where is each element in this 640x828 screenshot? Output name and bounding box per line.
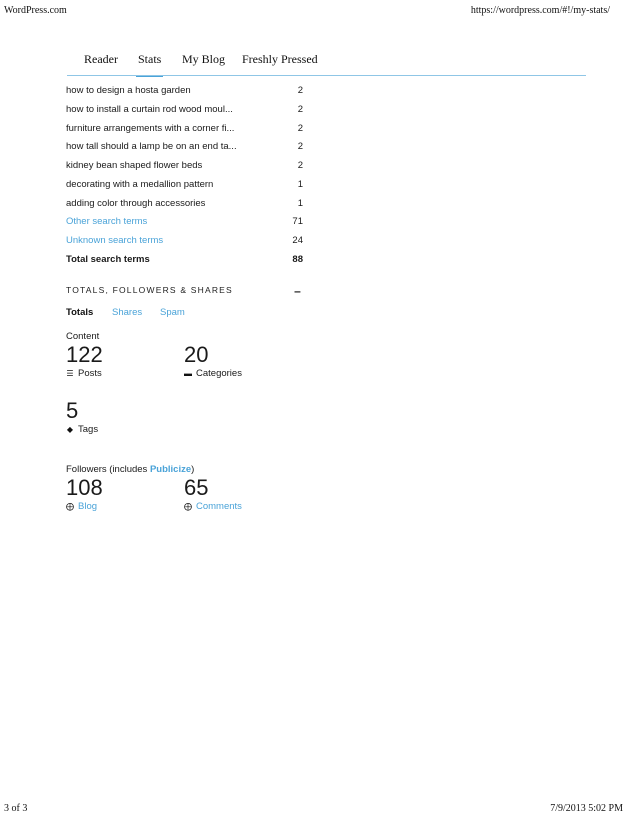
- search-term-count: 2: [297, 160, 303, 171]
- subtab-totals[interactable]: Totals: [66, 307, 94, 318]
- folder-icon: ▬: [184, 369, 192, 378]
- total-search-terms-row: [66, 251, 306, 270]
- search-term-row: [66, 120, 306, 139]
- search-term-row: [66, 138, 306, 157]
- search-term-row: [66, 82, 306, 101]
- search-term-row: [66, 101, 306, 120]
- categories-label: Categories: [196, 368, 242, 379]
- plus-circle-icon: ⨁: [66, 502, 74, 511]
- categories-stat: [184, 344, 242, 379]
- posts-icon: ☰: [66, 369, 74, 378]
- print-header-site: WordPress.com: [4, 5, 67, 16]
- blog-followers-count: 108: [66, 475, 103, 500]
- other-search-terms-link[interactable]: Other search terms: [66, 216, 148, 228]
- tags-count: 5: [66, 398, 79, 423]
- search-term-count: 1: [297, 197, 303, 209]
- search-term-label: how tall should a lamp be on an end ta...: [66, 141, 237, 153]
- print-header-url: https://wordpress.com/#!/my-stats/: [470, 5, 610, 16]
- tab-my-blog[interactable]: My Blog: [182, 52, 226, 66]
- tab-freshly-pressed[interactable]: Freshly Pressed: [242, 52, 318, 66]
- posts-label: Posts: [78, 368, 102, 379]
- tags-stat: [66, 400, 98, 435]
- other-search-terms-count: 71: [292, 216, 303, 228]
- print-footer-page: 3 of 3: [4, 803, 28, 814]
- search-term-count: 2: [297, 103, 303, 115]
- categories-count: 20: [184, 342, 209, 367]
- search-term-label: furniture arrangements with a corner fi...: [66, 122, 235, 134]
- followers-label: Followers (includes Publicize): [66, 464, 195, 475]
- print-footer-datetime: 7/9/2013 5:02 PM: [550, 803, 623, 814]
- search-term-row: [66, 195, 306, 214]
- total-search-terms-label: Total search terms: [66, 253, 150, 265]
- search-term-count: 2: [297, 85, 303, 96]
- publicize-link[interactable]: Publicize: [149, 464, 192, 475]
- comment-followers-stat: [184, 477, 242, 512]
- total-search-terms-count: 88: [292, 253, 303, 265]
- totals-section-header: [66, 284, 302, 298]
- search-term-label: how to design a hosta garden: [66, 85, 191, 96]
- nav-divider: [67, 75, 586, 76]
- blog-followers-stat: [66, 477, 103, 512]
- other-search-terms-row: [66, 213, 306, 232]
- comment-followers-link[interactable]: Comments: [196, 501, 242, 512]
- search-term-label: decorating with a medallion pattern: [66, 178, 214, 190]
- search-term-count: 2: [297, 141, 303, 153]
- unknown-search-terms-row: [66, 232, 306, 251]
- search-term-count: 2: [297, 122, 303, 134]
- main-nav-tabs: [67, 49, 586, 77]
- search-term-count: 1: [297, 178, 303, 190]
- posts-count: 122: [66, 342, 103, 367]
- totals-section-title: TOTALS, FOLLOWERS & SHARES: [66, 285, 233, 295]
- search-term-row: [66, 176, 306, 195]
- search-term-row: [66, 157, 306, 176]
- tab-stats[interactable]: Stats: [138, 52, 162, 66]
- search-term-label: adding color through accessories: [66, 197, 206, 209]
- search-terms-list: [66, 82, 306, 270]
- plus-circle-icon: ⨁: [184, 502, 192, 511]
- unknown-search-terms-count: 24: [292, 235, 303, 246]
- blog-followers-link[interactable]: Blog: [78, 501, 98, 512]
- tags-label: Tags: [78, 424, 99, 435]
- posts-stat: [66, 344, 103, 379]
- comment-followers-count: 65: [184, 475, 209, 500]
- tab-reader[interactable]: Reader: [84, 52, 118, 66]
- search-term-label: how to install a curtain rod wood moul...: [66, 103, 233, 115]
- tag-icon: ◆: [66, 425, 74, 434]
- subtab-spam[interactable]: Spam: [160, 307, 185, 318]
- subtab-shares[interactable]: Shares: [112, 307, 143, 318]
- search-term-label: kidney bean shaped flower beds: [66, 160, 203, 171]
- unknown-search-terms-link[interactable]: Unknown search terms: [66, 235, 164, 246]
- collapse-toggle[interactable]: –: [294, 284, 302, 298]
- content-label: Content: [66, 331, 100, 342]
